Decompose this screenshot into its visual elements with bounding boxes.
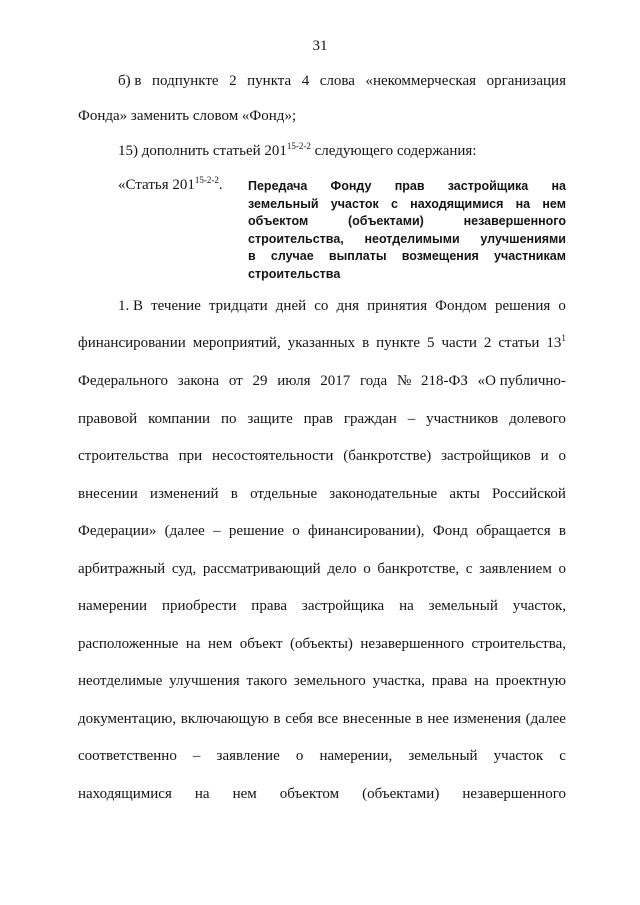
word: долевого [509, 411, 566, 427]
word: Фонд [432, 523, 468, 539]
word: Фондом [435, 298, 487, 314]
word: части [441, 335, 477, 351]
word: находящимися [410, 196, 504, 211]
word: 2 [483, 335, 492, 351]
body-line [78, 447, 566, 465]
word: Фонду [330, 179, 372, 193]
word: на [185, 636, 201, 652]
word: незавершенного [462, 786, 566, 802]
word: себя [285, 711, 313, 727]
page-number: 31 [312, 38, 328, 54]
word: объект [239, 636, 283, 652]
word: в [415, 711, 423, 727]
body-line [78, 560, 566, 578]
word: указанных [287, 335, 356, 351]
article-title-line [248, 231, 566, 249]
word: выплаты [328, 249, 387, 263]
article-title-line [248, 213, 566, 231]
article-reference [546, 334, 566, 352]
word: застройщика [301, 598, 385, 614]
word: строительства [248, 266, 341, 281]
word: «некоммерческая [365, 73, 477, 89]
word: объектом [248, 214, 309, 228]
word: нем [208, 636, 233, 652]
word: на [515, 196, 531, 211]
article-label-text: «Статья 201 [118, 177, 195, 193]
word: мероприятий, [192, 335, 281, 351]
word: дня [336, 298, 360, 314]
word: нем [542, 196, 566, 211]
word: слова [319, 73, 355, 89]
word: года [360, 373, 388, 389]
word: неотделимые [78, 673, 163, 689]
word: суд, [171, 561, 197, 577]
article-title-line [248, 248, 566, 266]
word: Передача [248, 179, 308, 193]
word: 218-ФЗ [421, 373, 468, 389]
word: рассматривающий [202, 561, 321, 577]
word: организация [486, 73, 566, 89]
word: Российской [491, 486, 566, 502]
word: граждан [343, 411, 397, 427]
word: участок [330, 196, 379, 211]
word: прав [303, 411, 333, 427]
word: 4 [301, 73, 310, 89]
word: июля [277, 373, 311, 389]
word: решения [494, 298, 551, 314]
word: о [295, 748, 304, 764]
word: пункте [376, 335, 421, 351]
article-title-line [248, 178, 566, 196]
word: участок, [512, 598, 566, 614]
word: случае [270, 249, 314, 263]
body-line [78, 635, 566, 653]
word: принятия [367, 298, 428, 314]
word: в [362, 335, 370, 351]
word: 29 [252, 373, 268, 389]
word: закона [177, 373, 220, 389]
word: участок [493, 748, 544, 764]
word: несостоятельности [211, 448, 334, 464]
word: по [220, 411, 237, 427]
word: финансировании [78, 335, 186, 351]
word: при [178, 448, 203, 464]
word: строительства [78, 448, 169, 464]
word: о [363, 561, 371, 577]
word: застройщиков [441, 448, 531, 464]
word: (объектами) [362, 786, 440, 802]
word: намерении, [319, 748, 393, 764]
word: и [540, 448, 549, 464]
word: строительства, [471, 636, 566, 652]
word: незавершенного [463, 214, 566, 228]
word: компании [148, 411, 211, 427]
word: изменения [453, 711, 522, 727]
word: обращается [476, 523, 551, 539]
word: дней [275, 298, 307, 314]
body-line-2 [78, 334, 566, 352]
word: (банкротстве) [343, 448, 432, 464]
word: документацию, [78, 711, 177, 727]
word: 2017 [320, 373, 351, 389]
word: арбитражный [78, 561, 166, 577]
word: права [431, 673, 468, 689]
word: расположенные [78, 636, 179, 652]
word: пункта [247, 73, 292, 89]
article-title-line [248, 266, 566, 284]
word: на [551, 179, 566, 193]
word: – [407, 411, 416, 427]
word: изменений [149, 486, 219, 502]
word: б) в [118, 73, 142, 89]
word: статьи [498, 335, 540, 351]
word: течение [151, 298, 201, 314]
amendment-line-2: Фонда» заменить словом «Фонд»; [78, 108, 297, 124]
word: незавершенного [360, 636, 465, 652]
body-line [78, 410, 566, 428]
word: намерении [78, 598, 148, 614]
word: заявлением [479, 561, 552, 577]
word: в [248, 249, 256, 263]
word: такого [246, 673, 288, 689]
word: приобрести [161, 598, 237, 614]
word: (объекты) [290, 636, 353, 652]
article-reference-superscript: 1 [561, 333, 566, 343]
word: о [292, 523, 300, 539]
word: участникам [494, 249, 566, 263]
article-number-superscript: 15-2-2 [286, 141, 311, 151]
word: проектную [495, 673, 566, 689]
article-title [248, 178, 566, 283]
word: соответственно [78, 748, 177, 764]
word: улучшения [169, 673, 240, 689]
body-line [78, 672, 566, 690]
word: возмещения [401, 249, 479, 263]
word: внесенные [342, 711, 412, 727]
word: с [390, 196, 398, 211]
word: права [251, 598, 288, 614]
amendment-line-1 [118, 72, 566, 90]
body-line [78, 522, 566, 540]
word: земельный [428, 598, 498, 614]
body-line [78, 747, 566, 765]
word: с [559, 748, 566, 764]
word: «О публично- [477, 373, 566, 389]
word: Федерального [78, 373, 169, 389]
body-line [78, 597, 566, 615]
word: прав [394, 179, 425, 193]
word: включающую [180, 711, 269, 727]
article-title-line [248, 196, 566, 214]
body-line-1 [118, 297, 566, 315]
word: строительства, [248, 231, 344, 246]
amendment-line-3-text: 15) дополнить статьей 201 [118, 143, 287, 159]
word: на [399, 598, 414, 614]
body-line [78, 710, 566, 728]
word: Федерации» [78, 523, 157, 539]
word: № [396, 373, 412, 389]
word: о [558, 561, 566, 577]
word: участка, [372, 673, 425, 689]
word: в [273, 711, 281, 727]
word: нем [232, 786, 257, 802]
word: 1. В [118, 298, 144, 314]
word: – [213, 523, 221, 539]
word: заявление [216, 748, 280, 764]
word: земельный [248, 196, 319, 211]
article-reference-number: 13 [546, 335, 562, 351]
word: земельный [408, 748, 478, 764]
word: 2 [229, 73, 237, 89]
word: – [192, 748, 201, 764]
word: все [317, 711, 339, 727]
article-label-dot: . [218, 177, 223, 193]
word: дело [327, 561, 357, 577]
word: банкротстве, [377, 561, 460, 577]
word: застройщика [447, 179, 529, 193]
word: защите [247, 411, 293, 427]
word: правовой [78, 411, 138, 427]
word: законодательные [329, 486, 438, 502]
word: нее [427, 711, 449, 727]
word: финансировании), [308, 523, 425, 539]
word: объектом [279, 786, 340, 802]
word: улучшениями [480, 231, 566, 246]
word: решение [228, 523, 284, 539]
word: в [230, 486, 238, 502]
amendment-line-3 [118, 142, 566, 160]
word: (далее [525, 711, 566, 727]
body-line [78, 485, 566, 503]
word: в [558, 523, 566, 539]
word: акты [449, 486, 480, 502]
word: о [558, 448, 566, 464]
word: (объектами) [347, 214, 424, 228]
amendment-line-3-tail: следующего содержания: [310, 143, 477, 159]
word: (далее [164, 523, 205, 539]
article-label-superscript: 15-2-2 [194, 175, 219, 185]
word: 5 [426, 335, 435, 351]
word: с [465, 561, 473, 577]
word: участников [426, 411, 499, 427]
word: на [474, 673, 489, 689]
article-label [118, 176, 223, 194]
word: тридцати [208, 298, 268, 314]
word: неотделимыми [364, 231, 460, 246]
word: подпункте [152, 73, 219, 89]
word: отдельные [250, 486, 318, 502]
word: внесении [78, 486, 138, 502]
word: земельного [293, 673, 366, 689]
word: от [228, 373, 243, 389]
word: о [558, 298, 566, 314]
body-line [78, 372, 566, 390]
word: на [194, 786, 210, 802]
body-line [78, 785, 566, 803]
word: со [314, 298, 329, 314]
word: находящимися [78, 786, 172, 802]
